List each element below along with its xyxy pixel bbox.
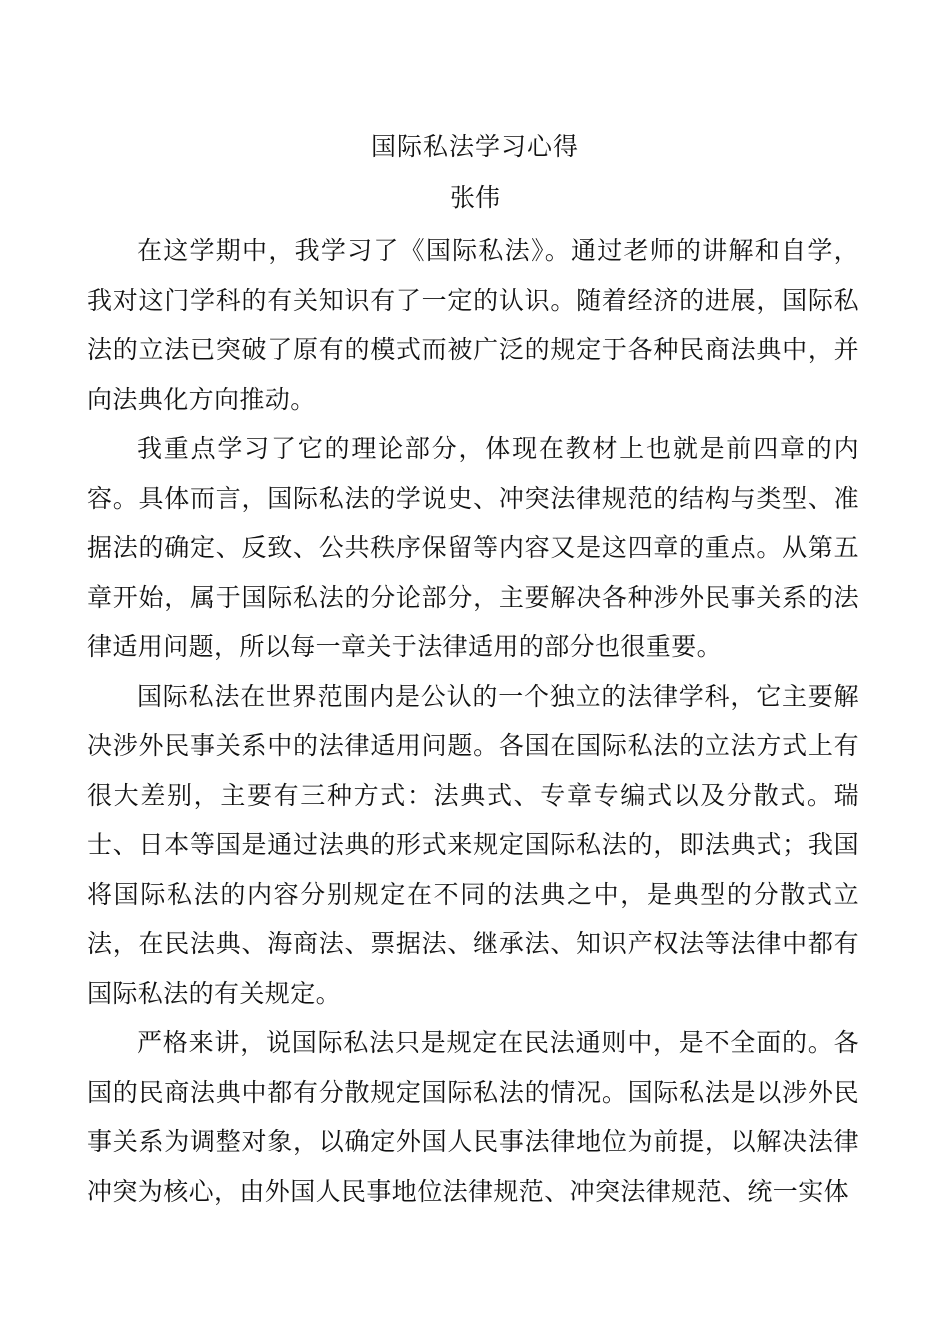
paragraph-4: 严格来讲，说国际私法只是规定在民法通则中，是不全面的。各国的民商法典中都有分散规定国际私法的情况。国际私法是以涉外民事关系为调整对象，以确定外国人民事法律地位为前提，以解决法律冲突为核心，由外国人民事地位法律规范、冲突法律规范、统一实体 [87, 1028, 859, 1206]
document-title: 国际私法学习心得 [370, 132, 579, 161]
paragraph-3: 国际私法在世界范围内是公认的一个独立的法律学科，它主要解决涉外民事关系中的法律适用问题。各国在国际私法的立法方式上有很大差别，主要有三种方式：法典式、专章专编式以及分散式。瑞士、日本等国是通过法典的形式来规定国际私法的，即法典式；我国将国际私法的内容分别规定在不同的法典之中，是典型的分散式立法，在民法典、海商法、票据法、继承法、知识产权法等法律中都有国际私法的有关规定。 [87, 681, 859, 1008]
document-body [87, 226, 859, 1216]
paragraph-1: 在这学期中，我学习了《国际私法》。通过老师的讲解和自学，我对这门学科的有关知识有了一定的认识。随着经济的进展，国际私法的立法已突破了原有的模式而被广泛的规定于各种民商法典中，并向法典化方向推动。 [87, 236, 859, 414]
document-author: 张伟 [449, 183, 500, 212]
paragraph-2: 我重点学习了它的理论部分，体现在教材上也就是前四章的内容。具体而言，国际私法的学说史、冲突法律规范的结构与类型、准据法的确定、反致、公共秩序保留等内容又是这四章的重点。从第五章开始，属于国际私法的分论部分，主要解决各种涉外民事关系的法律适用问题，所以每一章关于法律适用的部分也很重要。 [87, 434, 859, 661]
